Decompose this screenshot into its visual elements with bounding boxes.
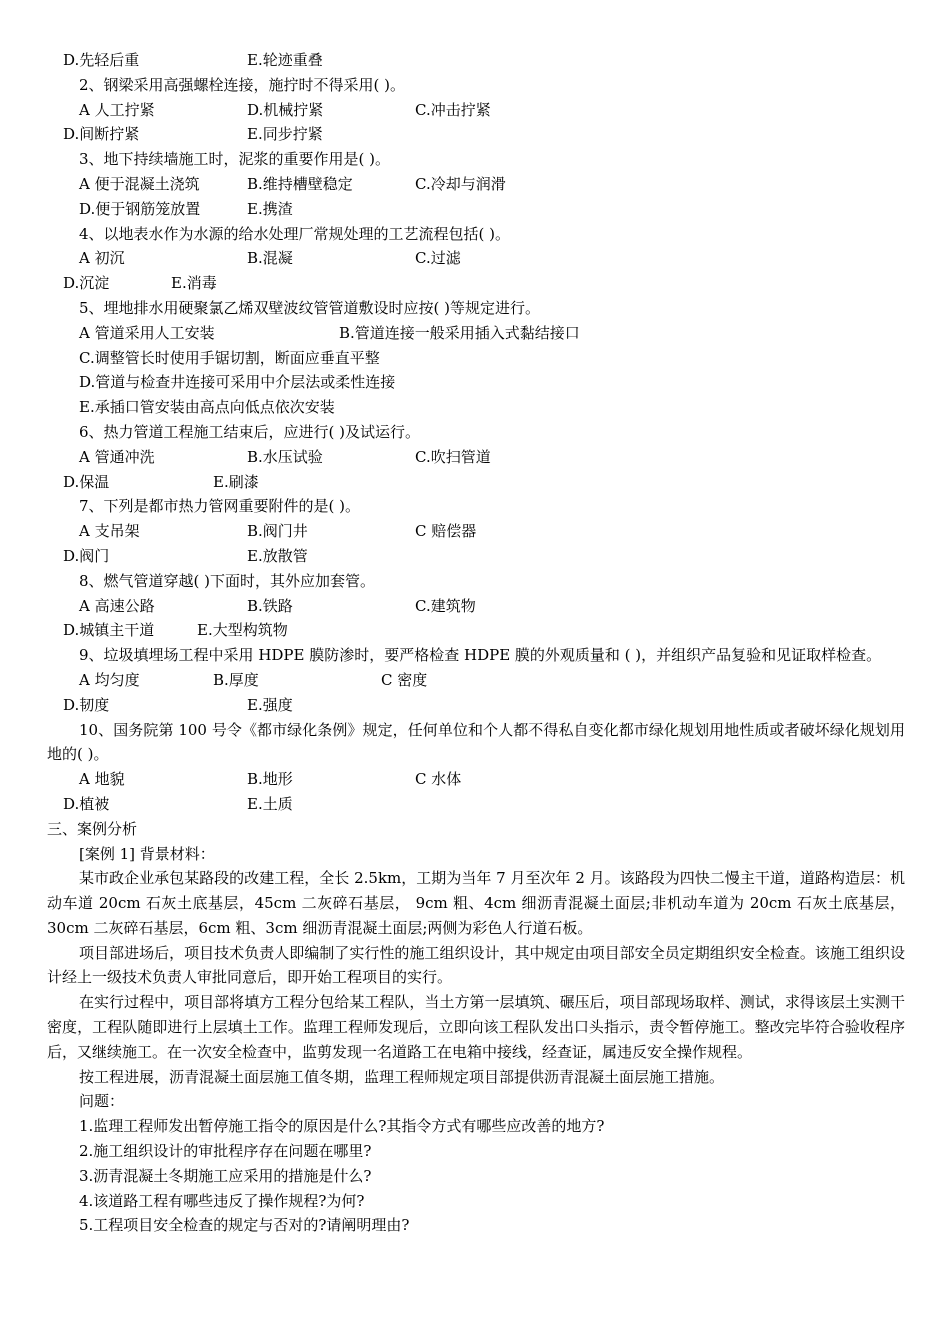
- answer-option: D.阀门: [63, 546, 110, 565]
- answer-options-row: [47, 346, 905, 371]
- answer-option: C.建筑物: [415, 596, 476, 615]
- answer-option: E.刷漆: [213, 472, 259, 491]
- answer-option: D.植被: [63, 794, 110, 813]
- answer-option: D.管道与检查井连接可采用中介层法或柔性连接: [79, 373, 396, 392]
- answer-options-row: [47, 618, 905, 643]
- answer-option: D.机械拧紧: [247, 100, 324, 119]
- answer-option: E.土质: [247, 794, 293, 813]
- answer-options-row: [47, 668, 905, 693]
- answer-option: D.韧度: [63, 695, 110, 714]
- question-line: 问题：: [79, 1092, 125, 1111]
- answer-options-row: [47, 122, 905, 147]
- question-line: 5、埋地排水用硬聚氯乙烯双壁波纹管管道敷设时应按( )等规定进行。: [79, 298, 541, 317]
- paragraph: 在实行过程中，项目部将填方工程分包给某工程队，当土方第一层填筑、碾压后，项目部现场取样、测试，求得该层土实测干密度，工程队随即进行上层填土工作。监理工程师发现后，立即向该工程队发出口头指示，责令暂停施工。整改完毕符合验收程序后，又继续施工。在一次安全检查中，监剪发现一名道路工在电箱中接线，经查证，属违反安全操作规程。: [47, 993, 905, 1061]
- answer-option: A 初沉: [79, 249, 125, 268]
- answer-option: A 管通冲洗: [79, 447, 155, 466]
- answer-option: A 支吊架: [79, 522, 140, 541]
- answer-option: C 水体: [415, 770, 462, 789]
- question-line: 1.监理工程师发出暂停施工指令的原因是什么?其指令方式有哪些应改善的地方?: [79, 1117, 605, 1136]
- answer-options-row: [47, 246, 905, 271]
- question-line: 4、以地表水作为水源的给水处理厂常规处理的工艺流程包括( )。: [79, 224, 511, 243]
- answer-option: A 均匀度: [79, 670, 140, 689]
- answer-option: A 高速公路: [79, 596, 155, 615]
- answer-options-row: [47, 197, 905, 222]
- answer-options-row: [47, 470, 905, 495]
- paragraph: 按工程进展，沥青混凝土面层施工值冬期，监理工程师规定项目部提供沥青混凝土面层施工措施。: [79, 1067, 725, 1086]
- answer-option: C 密度: [381, 670, 428, 689]
- question-line: 3、地下持续墙施工时，泥浆的重要作用是( )。: [79, 150, 391, 169]
- section-heading: 三、案例分析: [47, 819, 138, 838]
- answer-options-row: [47, 271, 905, 296]
- answer-options-row: [47, 519, 905, 544]
- answer-option: E.放散管: [247, 546, 308, 565]
- answer-option: E.携渣: [247, 199, 293, 218]
- answer-options-row: [47, 172, 905, 197]
- answer-options-row: [47, 792, 905, 817]
- answer-option: C.冷却与润滑: [415, 174, 506, 193]
- answer-options-row: [47, 48, 905, 73]
- question-line: 4.该道路工程有哪些违反了操作规程?为何?: [79, 1191, 365, 1210]
- paragraph: 项目部进场后，项目技术负责人即编制了实行性的施工组织设计，其中规定由项目部安全员定期组织安全检查。该施工组织设计经上一级技术负责人审批同意后，即开始工程项目的实行。: [47, 943, 905, 987]
- question-line: 3.沥青混凝土冬期施工应采用的措施是什么?: [79, 1166, 372, 1185]
- answer-option: E.强度: [247, 695, 293, 714]
- question-line: 7、下列是都市热力管网重要附件的是( )。: [79, 497, 361, 516]
- paragraph: 9、垃圾填埋场工程中采用 HDPE 膜防渗时，要严格检查 HDPE 膜的外观质量和 ( )，并组织产品复验和见证取样检查。: [79, 646, 882, 665]
- answer-option: E.承插口管安装由高点向低点依次安装: [79, 398, 335, 417]
- answer-option: C.冲击拧紧: [415, 100, 491, 119]
- question-line: [案例 1] 背景材料：: [79, 844, 215, 863]
- answer-option: D.保温: [63, 472, 110, 491]
- answer-option: A 管道采用人工安装: [79, 323, 215, 342]
- answer-option: B.管道连接一般采用插入式黏结接口: [339, 323, 580, 342]
- answer-options-row: [47, 445, 905, 470]
- question-line: 5.工程项目安全检查的规定与否对的?请阐明理由?: [79, 1216, 410, 1235]
- paragraph: 某市政企业承包某路段的改建工程，全长 2.5km，工期为当年 7 月至次年 2 月。该路段为四快二慢主干道，道路构造层：机动车道 20cm 石灰土底基层，45cm 二灰碎石基层， 9cm 粗、4cm 细沥青混凝土面层;非机动车道为 20cm 石灰土底基层，30cm 二灰碎石基层，6cm 粗、3cm 细沥青混凝土面层;两侧为彩色人行道石板。: [47, 869, 905, 937]
- answer-option: B.地形: [247, 770, 293, 789]
- answer-options-row: [47, 693, 905, 718]
- answer-option: B.阀门井: [247, 522, 308, 541]
- question-line: 2、钢梁采用高强螺栓连接，施拧时不得采用( )。: [79, 75, 406, 94]
- answer-option: B.厚度: [213, 670, 259, 689]
- answer-option: E.轮迹重叠: [247, 51, 323, 69]
- answer-option: B.水压试验: [247, 447, 323, 466]
- answer-option: C.吹扫管道: [415, 447, 491, 466]
- answer-option: C 赔偿器: [415, 522, 477, 541]
- answer-option: E.同步拧紧: [247, 125, 323, 144]
- answer-option: C.过滤: [415, 249, 461, 268]
- question-line: 2.施工组织设计的审批程序存在问题在哪里?: [79, 1142, 372, 1161]
- answer-option: E.大型构筑物: [197, 621, 288, 640]
- answer-option: B.维持槽壁稳定: [247, 174, 353, 193]
- answer-options-row: [47, 767, 905, 792]
- answer-option: A 地貌: [79, 770, 125, 789]
- answer-option: A 人工拧紧: [79, 100, 155, 119]
- answer-options-row: [47, 544, 905, 569]
- question-line: 6、热力管道工程施工结束后，应进行( )及试运行。: [79, 422, 421, 441]
- answer-option: B.铁路: [247, 596, 293, 615]
- answer-option: D.间断拧紧: [63, 125, 140, 144]
- answer-options-row: [47, 594, 905, 619]
- answer-option: C.调整管长时使用手锯切割，断面应垂直平整: [79, 348, 380, 367]
- answer-option: E.消毒: [171, 274, 217, 293]
- document-page: [47, 48, 905, 1238]
- answer-option: B.混凝: [247, 249, 293, 268]
- answer-option: D.先轻后重: [63, 51, 140, 69]
- answer-option: D.城镇主干道: [63, 621, 155, 640]
- answer-option: A 便于混凝土浇筑: [79, 174, 200, 193]
- paragraph: 10、国务院第 100 号令《都市绿化条例》规定，任何单位和个人都不得私自变化都市绿化规划用地性质或者破坏绿化规划用地的( )。: [47, 720, 905, 764]
- answer-options-row: [47, 395, 905, 420]
- answer-options-row: [47, 370, 905, 395]
- question-line: 8、燃气管道穿越( )下面时，其外应加套管。: [79, 571, 376, 590]
- answer-options-row: [47, 98, 905, 123]
- answer-option: D.沉淀: [63, 274, 110, 293]
- answer-options-row: [47, 321, 905, 346]
- answer-option: D.便于钢筋笼放置: [79, 199, 201, 218]
